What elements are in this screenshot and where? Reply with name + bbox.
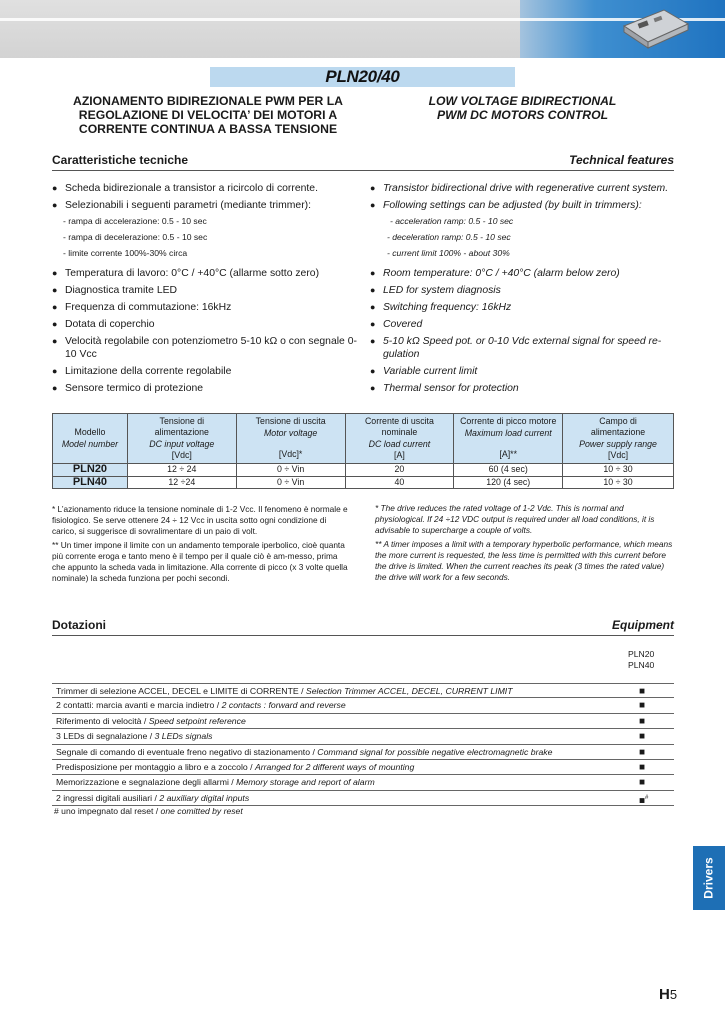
spec-table [52, 413, 674, 489]
table-cell: 40 [345, 476, 454, 489]
list-item [52, 335, 357, 361]
equipment-it: Memorizzazione e segnalazione degli allarmi / [56, 777, 237, 788]
list-item [370, 284, 675, 297]
equipment-en: Speed setpoint reference [148, 715, 246, 726]
list-item-text: Room temperature: 0°C / +40°C (alarm below zero) [383, 268, 620, 279]
page-digit: 5 [669, 987, 678, 1002]
equipment-it: Trimmer di selezione ACCEL, DECEL e LIMITE di CORRENTE / [56, 686, 306, 696]
features-list-it [52, 182, 357, 399]
spec-header-cell [345, 414, 454, 464]
page-letter: H [659, 986, 670, 1003]
footnote-en: one comitted by reset [160, 806, 243, 816]
list-item [52, 182, 357, 195]
bullet-icon: ● [52, 200, 58, 210]
included-mark: ■ [639, 731, 646, 743]
heading-en-line: LOW VOLTAGE BIDIRECTIONAL [428, 94, 617, 108]
equipment-row [52, 698, 674, 713]
equipment-en: 3 LEDs signals [154, 731, 213, 742]
header-it: Corrente di uscita [364, 415, 434, 426]
product-photo-icon [618, 4, 692, 50]
list-item-text: Variable current limit [383, 366, 478, 377]
header-it: Corrente di picco motore [460, 416, 557, 427]
list-item-text: Covered [383, 319, 423, 330]
table-row [53, 464, 674, 477]
header-unit: [Vdc] [171, 450, 192, 460]
section-tab-label: Drivers [702, 857, 716, 899]
equipment-en: Selection Trimmer ACCEL, DECEL, CURRENT LIMIT [305, 686, 513, 696]
included-mark: ■ [639, 746, 646, 758]
list-item-text: Dotata di coperchio [65, 319, 155, 330]
equipment-it: Predisposizione per montaggio a libro e a zoccolo / [56, 761, 255, 772]
included-mark: ■ [639, 777, 646, 789]
table-cell: 12 ÷24 [127, 476, 236, 489]
bullet-icon: ● [52, 268, 58, 278]
bullet-icon: ● [52, 366, 58, 376]
table-row [53, 476, 674, 489]
header-unit: [Vdc] [608, 450, 629, 460]
notes-en [375, 503, 675, 586]
list-item [370, 318, 675, 331]
equipment-models [628, 649, 654, 671]
list-item-text: Switching frequency: 16kHz [383, 302, 512, 313]
table-cell: 0 ÷ Vin [236, 464, 345, 477]
list-item-text: Selezionabili i seguenti parametri (mediante trimmer): [65, 200, 312, 211]
heading-it-line: CORRENTE CONTINUA A BASSA TENSIONE [78, 122, 338, 136]
list-item-text: Sensore termico di protezione [65, 383, 204, 394]
header-band-light [0, 0, 520, 58]
table-cell: 10 ÷ 30 [563, 476, 674, 489]
sub-item: - rampa di decelerazione: 0.5 - 10 sec [63, 232, 208, 242]
equipment-en: 2 auxiliary digital inputs [159, 792, 250, 803]
equipment-it: Segnale di comando di eventuale freno negativo di stazionamento / [56, 746, 318, 757]
list-item [52, 284, 357, 297]
section-tab-drivers[interactable] [693, 846, 725, 910]
list-item [370, 301, 675, 314]
included-mark [639, 791, 648, 808]
equipment-footnote [54, 806, 243, 816]
list-item-text: Diagnostica tramite LED [65, 285, 178, 296]
list-item [370, 267, 675, 280]
header-it: Modello [74, 427, 106, 437]
list-item [370, 365, 675, 378]
equipment-en: Memory storage and report of alarm [236, 777, 375, 788]
page-number [659, 986, 677, 1003]
note-paragraph: ** Un timer impone il limite con un andamento temporale iperbolico, cioè quanta più corrente eroga e tanto meno è il tempo per il quale ciò è am-messo, prima che appunto la scheda vada in limitazione. Alla corrente di picco (x 3 volte quella nominale) la scheda funziona per pochi secondi. [52, 540, 348, 583]
heading-it-line: REGOLAZIONE DI VELOCITA’ DEI MOTORI A [78, 108, 338, 122]
header-it: Campo di [599, 415, 637, 426]
table-cell: 60 (4 sec) [454, 464, 563, 477]
bullet-icon: ● [370, 319, 376, 329]
list-item-text: Temperatura di lavoro: 0°C / +40°C (allarme sotto zero) [65, 268, 320, 279]
sub-item: - rampa di accelerazione: 0.5 - 10 sec [63, 216, 207, 226]
list-item-text: Limitazione della corrente regolabile [65, 366, 232, 377]
bullet-icon: ● [52, 285, 58, 295]
equipment-row [52, 729, 674, 744]
equipment-row [52, 791, 674, 806]
list-item-text: Frequenza di commutazione: 16kHz [65, 302, 232, 313]
equipment-it: 3 LEDs di segnalazione / [56, 731, 155, 742]
list-item-text: Velocità regolabile con potenziometro 5-10 kΩ o con segnale 0-10 Vcc [65, 336, 357, 360]
list-item-text: LED for system diagnosis [383, 285, 501, 296]
header-en: Maximum load current [464, 427, 552, 438]
list-item [52, 301, 357, 314]
heading-italian [58, 94, 358, 136]
note-paragraph: * The drive reduces the rated voltage of 1-2 Vdc. This is normal and physiological. If 24 ÷12 VDC output is required under all load conditions, it is advisable to supercharge a couple of volts. [375, 503, 655, 535]
list-item [52, 267, 357, 280]
equipment-row [52, 760, 674, 775]
bullet-icon: ● [370, 336, 376, 346]
list-item [370, 199, 675, 212]
heading-english [400, 94, 645, 122]
header-en: DC input voltage [149, 438, 215, 449]
sub-item: - acceleration ramp: 0.5 - 10 sec [390, 216, 514, 226]
list-item-text: Transistor bidirectional drive with regenerative current system. [383, 183, 669, 194]
bullet-icon: ● [370, 183, 376, 193]
list-item [52, 365, 357, 378]
spec-header-cell [53, 414, 128, 464]
list-item-text: Following settings can be adjusted (by built in trimmers): [383, 200, 642, 211]
table-cell: PLN40 [53, 476, 128, 489]
mark-symbol: ■ [639, 795, 646, 807]
equipment-it: 2 contatti: marcia avanti e marcia indietro / [56, 700, 222, 711]
bullet-icon: ● [370, 302, 376, 312]
equipment-list [52, 683, 674, 806]
bullet-icon: ● [370, 268, 376, 278]
heading-it-line: AZIONAMENTO BIDIREZIONALE PWM PER LA [73, 94, 343, 108]
spec-header-cell [236, 414, 345, 464]
header-it: alimentazione [590, 427, 646, 437]
bullet-icon: ● [52, 183, 58, 193]
included-mark: ■ [639, 686, 646, 697]
table-cell: 20 [345, 464, 454, 477]
header-en: DC load current [368, 438, 431, 449]
header-band [0, 0, 725, 58]
included-mark: ■ [639, 761, 646, 773]
bullet-icon: ● [52, 319, 58, 329]
header-it: Tensione di [159, 415, 205, 426]
spec-header-cell [563, 414, 674, 464]
table-cell: 120 (4 sec) [454, 476, 563, 489]
equipment-row [52, 775, 674, 790]
features-list-en [370, 182, 675, 399]
heading-en-line: PWM DC MOTORS CONTROL [436, 108, 609, 122]
header-unit: [A] [394, 450, 405, 460]
header-it: alimentazione [154, 427, 209, 437]
spec-header-cell [454, 414, 563, 464]
spec-header-cell [127, 414, 236, 464]
header-en: Motor voltage [263, 427, 318, 438]
model-label: PLN20 [628, 649, 655, 659]
features-label-it: Caratteristiche tecniche [52, 153, 189, 167]
page-title: PLN20/40 [325, 67, 400, 86]
header-it: Tensione di uscita [255, 416, 326, 427]
sub-item: - deceleration ramp: 0.5 - 10 sec [387, 232, 511, 242]
list-item [370, 335, 675, 361]
equipment-row [52, 745, 674, 760]
equipment-label-it: Dotazioni [52, 618, 106, 632]
bullet-icon: ● [52, 302, 58, 312]
features-label-en: Technical features [569, 153, 674, 167]
note-paragraph: ** A timer imposes a limit with a temporary hyperbolic performance, which means the more current is requested, the less time is permitted with this current before the drive is limited. When the current reaches its peak (3 times the rated value) the drive will work for a few seconds. [375, 539, 673, 582]
list-item-text: 5-10 kΩ Speed pot. or 0-10 Vdc external signal for speed re-gulation [383, 336, 662, 360]
bullet-icon: ● [370, 285, 376, 295]
notes-it [52, 504, 352, 587]
bullet-icon: ● [370, 366, 376, 376]
note-paragraph: * L’azionamento riduce la tensione nominale di 1-2 Vcc. Il fenomeno è normale e fisiologico. Se serve ottenere 24 ÷ 12 Vcc in uscita sotto ogni condizione di carico, si suggerisce di sovralimentare di un paio di volt. [52, 504, 348, 536]
features-section-header [52, 153, 674, 171]
bullet-icon: ● [52, 383, 58, 393]
table-cell: PLN20 [53, 464, 128, 477]
table-cell: 12 ÷ 24 [127, 464, 236, 477]
header-it: nominale [381, 427, 418, 437]
list-item [370, 382, 675, 395]
bullet-icon: ● [370, 383, 376, 393]
equipment-row [52, 683, 674, 698]
header-en: Model number [61, 438, 119, 449]
equipment-en: Arranged for 2 different ways of mounting [254, 761, 415, 772]
included-mark: ■ [639, 700, 646, 712]
equipment-row [52, 714, 674, 729]
equipment-it: 2 ingressi digitali ausiliari / [56, 792, 160, 803]
equipment-label-en: Equipment [612, 618, 674, 632]
model-label: PLN40 [628, 660, 655, 670]
list-item [52, 382, 357, 395]
bullet-icon: ● [370, 200, 376, 210]
header-unit: [Vdc]* [278, 449, 303, 460]
sub-item: - current limit 100% - about 30% [387, 248, 510, 258]
list-item-text: Scheda bidirezionale a transistor a ricircolo di corrente. [65, 183, 318, 194]
page-title-bar [210, 67, 515, 87]
sub-item: - limite corrente 100%-30% circa [63, 248, 188, 258]
footnote-it: # uno impegnato dal reset / [54, 806, 161, 816]
mark-footnote-ref: # [645, 794, 649, 801]
list-item [52, 318, 357, 331]
table-cell: 0 ÷ Vin [236, 476, 345, 489]
list-item [370, 182, 675, 195]
equipment-it: Riferimento di velocità / [56, 715, 149, 726]
included-mark: ■ [639, 715, 646, 727]
list-item-text: Thermal sensor for protection [383, 383, 519, 394]
equipment-en: 2 contacts : forward and reverse [221, 700, 346, 711]
header-unit: [A]** [499, 449, 518, 460]
bullet-icon: ● [52, 336, 58, 346]
table-cell: 10 ÷ 30 [563, 464, 674, 477]
header-en: Power supply range [579, 438, 657, 449]
equipment-section-header [52, 618, 674, 636]
equipment-en: Command signal for possible negative electromagnetic brake [317, 746, 553, 757]
list-item [52, 199, 357, 212]
header-band-stripe [0, 18, 725, 21]
